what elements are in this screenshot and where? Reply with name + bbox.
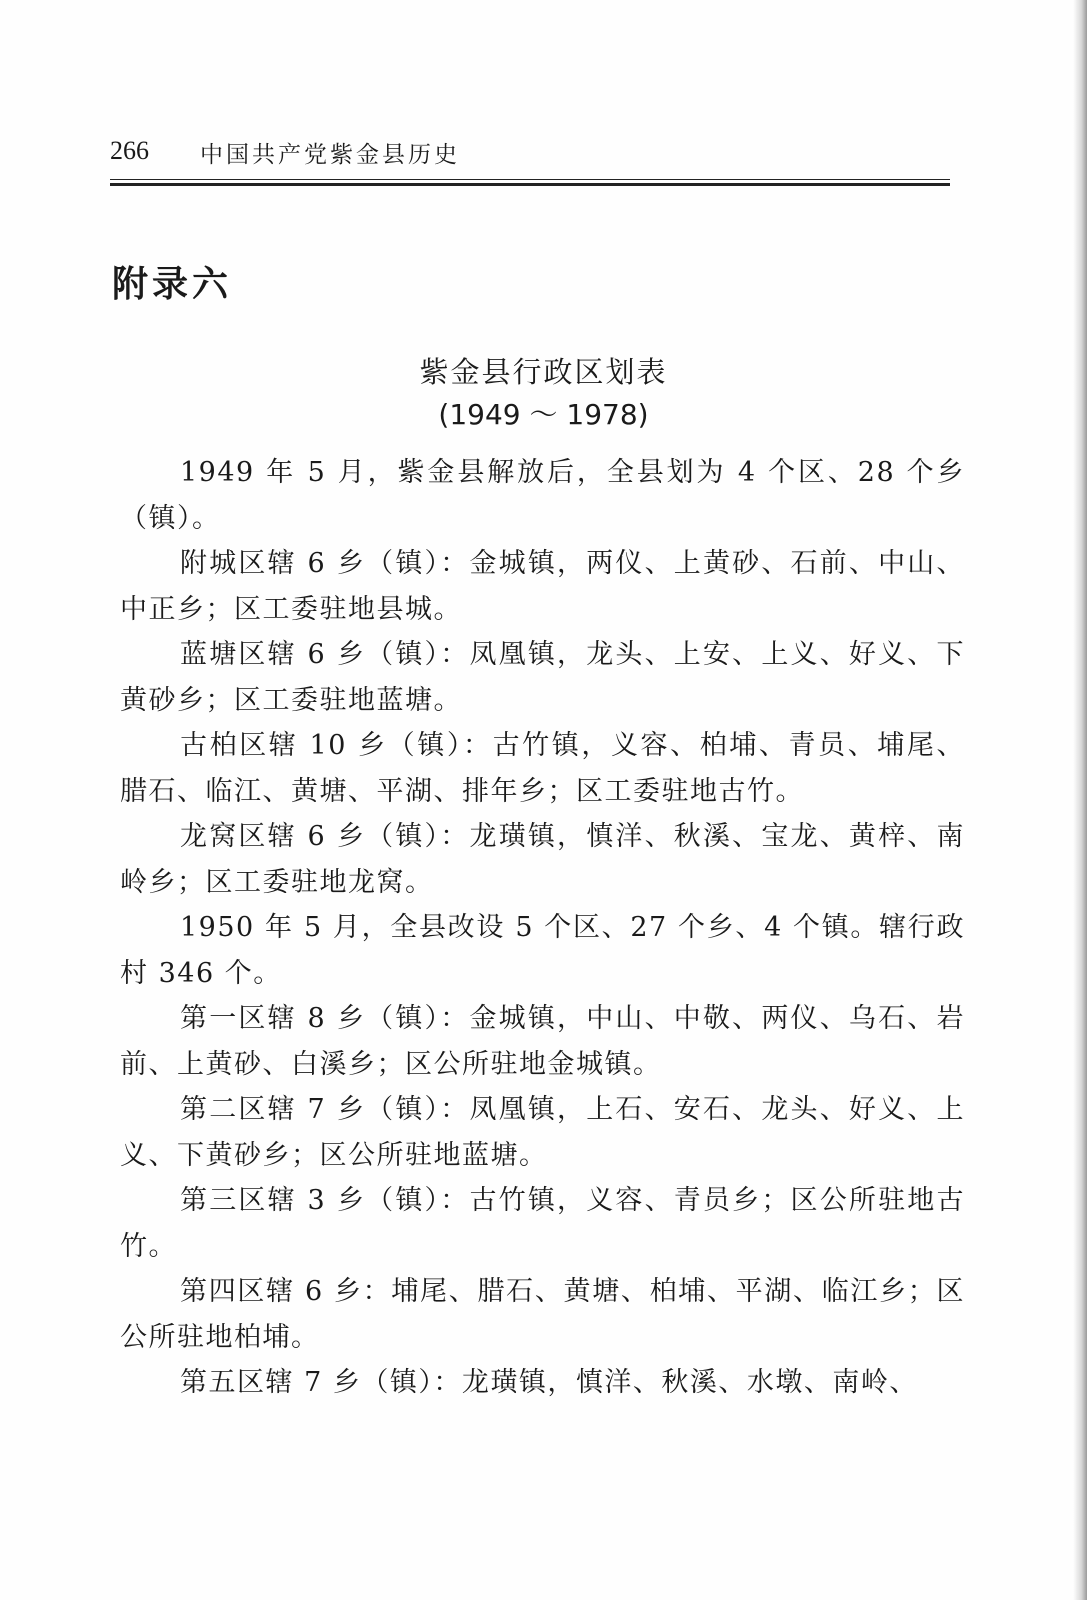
table-title: 紫金县行政区划表 xyxy=(419,355,668,389)
book-title: 中国共产党紫金县历史 xyxy=(200,142,460,168)
appendix-heading: 附录六 xyxy=(112,264,233,305)
paragraph: 第五区辖 7 乡（镇）：龙璜镇，慎洋、秋溪、水墩、南岭、 xyxy=(180,1367,918,1398)
running-header xyxy=(110,136,950,172)
page-number: 266 xyxy=(110,136,149,165)
table-subtitle: (1949 ～ 1978) xyxy=(438,398,649,431)
paragraph: 龙窝区辖 6 乡（镇）：龙璜镇，慎洋、秋溪、宝龙、黄梓、南岭乡；区工委驻地龙窝。 xyxy=(120,821,965,898)
paragraph: 古柏区辖 10 乡（镇）：古竹镇，义容、柏埔、青员、埔尾、腊石、临江、黄塘、平湖、排年乡；区工委驻地古竹。 xyxy=(120,730,965,807)
paragraph: 第三区辖 3 乡（镇）：古竹镇，义容、青员乡；区公所驻地古竹。 xyxy=(120,1185,965,1262)
header-rule-thin xyxy=(110,179,950,180)
header-rule-thick xyxy=(110,183,950,186)
page-edge-shadow xyxy=(1073,0,1087,1600)
paragraph: 第一区辖 8 乡（镇）：金城镇，中山、中敬、两仪、乌石、岩前、上黄砂、白溪乡；区公所驻地金城镇。 xyxy=(120,1003,965,1080)
paragraph: 第二区辖 7 乡（镇）：凤凰镇，上石、安石、龙头、好义、上义、下黄砂乡；区公所驻地蓝塘。 xyxy=(120,1094,965,1171)
paragraph: 1950 年 5 月，全县改设 5 个区、27 个乡、4 个镇。辖行政村 346 个。 xyxy=(120,912,965,989)
paragraph: 1949 年 5 月，紫金县解放后，全县划为 4 个区、28 个乡（镇）。 xyxy=(120,457,965,534)
paragraph: 第四区辖 6 乡：埔尾、腊石、黄塘、柏埔、平湖、临江乡；区公所驻地柏埔。 xyxy=(120,1276,965,1353)
paragraph: 蓝塘区辖 6 乡（镇）：凤凰镇，龙头、上安、上义、好义、下黄砂乡；区工委驻地蓝塘。 xyxy=(120,639,965,716)
paragraph: 附城区辖 6 乡（镇）：金城镇，两仪、上黄砂、石前、中山、中正乡；区工委驻地县城。 xyxy=(120,548,965,625)
body-text xyxy=(120,450,965,1406)
